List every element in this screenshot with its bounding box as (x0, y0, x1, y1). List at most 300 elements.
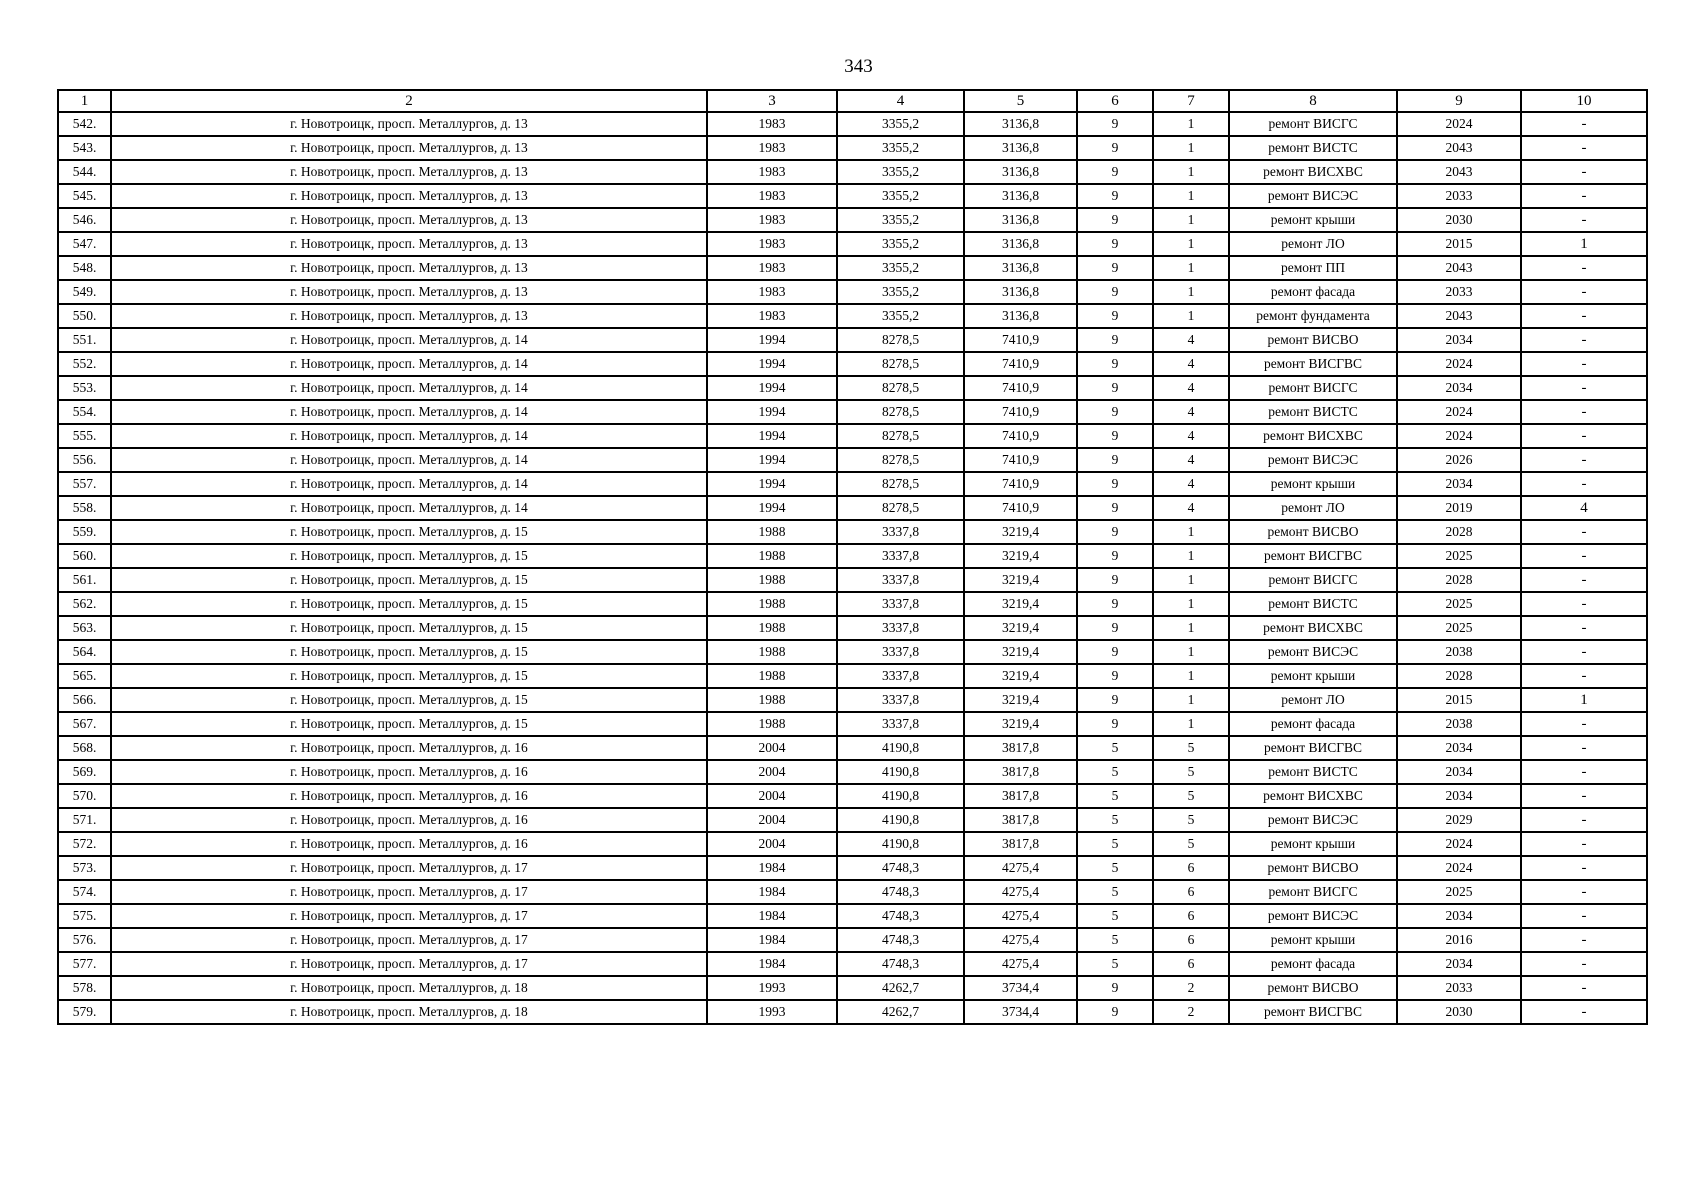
column-header: 9 (1397, 90, 1521, 112)
entrances-cell: 1 (1153, 256, 1229, 280)
total-area-cell: 4190,8 (837, 760, 964, 784)
floors-cell: 9 (1077, 424, 1153, 448)
living-area-cell: 3136,8 (964, 112, 1077, 136)
total-area-cell: 4748,3 (837, 952, 964, 976)
living-area-cell: 7410,9 (964, 376, 1077, 400)
table-row (58, 232, 1647, 256)
planned-year-cell: 2043 (1397, 256, 1521, 280)
address-cell: г. Новотроицк, просп. Металлургов, д. 13 (111, 136, 707, 160)
floors-cell: 9 (1077, 544, 1153, 568)
living-area-cell: 4275,4 (964, 880, 1077, 904)
entrances-cell: 2 (1153, 976, 1229, 1000)
row-number-cell: 578. (58, 976, 111, 1000)
total-area-cell: 3337,8 (837, 664, 964, 688)
total-area-cell: 3355,2 (837, 304, 964, 328)
entrances-cell: 1 (1153, 592, 1229, 616)
table-row (58, 184, 1647, 208)
build-year-cell: 1988 (707, 712, 837, 736)
row-number-cell: 557. (58, 472, 111, 496)
table-row (58, 592, 1647, 616)
work-type-cell: ремонт ВИСГВС (1229, 544, 1397, 568)
table-row (58, 280, 1647, 304)
build-year-cell: 1993 (707, 1000, 837, 1024)
row-number-cell: 555. (58, 424, 111, 448)
address-cell: г. Новотроицк, просп. Металлургов, д. 14 (111, 448, 707, 472)
planned-year-cell: 2034 (1397, 736, 1521, 760)
planned-year-cell: 2029 (1397, 808, 1521, 832)
address-cell: г. Новотроицк, просп. Металлургов, д. 14 (111, 328, 707, 352)
column-10-cell: - (1521, 448, 1647, 472)
build-year-cell: 1983 (707, 208, 837, 232)
row-number-cell: 546. (58, 208, 111, 232)
work-type-cell: ремонт ВИСГВС (1229, 1000, 1397, 1024)
entrances-cell: 1 (1153, 664, 1229, 688)
build-year-cell: 1988 (707, 592, 837, 616)
living-area-cell: 3219,4 (964, 592, 1077, 616)
living-area-cell: 3136,8 (964, 208, 1077, 232)
entrances-cell: 4 (1153, 472, 1229, 496)
row-number-cell: 560. (58, 544, 111, 568)
total-area-cell: 3337,8 (837, 712, 964, 736)
column-header: 2 (111, 90, 707, 112)
planned-year-cell: 2025 (1397, 880, 1521, 904)
column-10-cell: - (1521, 784, 1647, 808)
living-area-cell: 3136,8 (964, 184, 1077, 208)
work-type-cell: ремонт крыши (1229, 928, 1397, 952)
build-year-cell: 1983 (707, 160, 837, 184)
planned-year-cell: 2015 (1397, 688, 1521, 712)
planned-year-cell: 2024 (1397, 856, 1521, 880)
work-type-cell: ремонт ВИСЭС (1229, 448, 1397, 472)
entrances-cell: 4 (1153, 352, 1229, 376)
entrances-cell: 5 (1153, 832, 1229, 856)
row-number-cell: 577. (58, 952, 111, 976)
planned-year-cell: 2034 (1397, 784, 1521, 808)
planned-year-cell: 2016 (1397, 928, 1521, 952)
entrances-cell: 1 (1153, 544, 1229, 568)
planned-year-cell: 2024 (1397, 832, 1521, 856)
address-cell: г. Новотроицк, просп. Металлургов, д. 13 (111, 256, 707, 280)
table-row (58, 400, 1647, 424)
address-cell: г. Новотроицк, просп. Металлургов, д. 17 (111, 928, 707, 952)
entrances-cell: 1 (1153, 232, 1229, 256)
column-10-cell: - (1521, 472, 1647, 496)
work-type-cell: ремонт крыши (1229, 208, 1397, 232)
total-area-cell: 3337,8 (837, 520, 964, 544)
work-type-cell: ремонт крыши (1229, 832, 1397, 856)
work-type-cell: ремонт ВИСВО (1229, 328, 1397, 352)
planned-year-cell: 2024 (1397, 112, 1521, 136)
address-cell: г. Новотроицк, просп. Металлургов, д. 16 (111, 832, 707, 856)
column-header: 4 (837, 90, 964, 112)
floors-cell: 9 (1077, 400, 1153, 424)
column-10-cell: - (1521, 808, 1647, 832)
build-year-cell: 1984 (707, 856, 837, 880)
total-area-cell: 4748,3 (837, 880, 964, 904)
work-type-cell: ремонт ЛО (1229, 496, 1397, 520)
planned-year-cell: 2033 (1397, 976, 1521, 1000)
table-row (58, 688, 1647, 712)
living-area-cell: 3219,4 (964, 712, 1077, 736)
table-row (58, 976, 1647, 1000)
total-area-cell: 3337,8 (837, 616, 964, 640)
planned-year-cell: 2025 (1397, 592, 1521, 616)
address-cell: г. Новотроицк, просп. Металлургов, д. 14 (111, 400, 707, 424)
total-area-cell: 8278,5 (837, 352, 964, 376)
entrances-cell: 1 (1153, 184, 1229, 208)
row-number-cell: 543. (58, 136, 111, 160)
work-type-cell: ремонт крыши (1229, 664, 1397, 688)
work-type-cell: ремонт ЛО (1229, 232, 1397, 256)
living-area-cell: 7410,9 (964, 472, 1077, 496)
row-number-cell: 554. (58, 400, 111, 424)
table-row (58, 304, 1647, 328)
work-type-cell: ремонт фасада (1229, 712, 1397, 736)
build-year-cell: 2004 (707, 784, 837, 808)
work-type-cell: ремонт ВИСВО (1229, 520, 1397, 544)
row-number-cell: 551. (58, 328, 111, 352)
total-area-cell: 8278,5 (837, 400, 964, 424)
floors-cell: 9 (1077, 616, 1153, 640)
entrances-cell: 1 (1153, 616, 1229, 640)
total-area-cell: 4262,7 (837, 1000, 964, 1024)
total-area-cell: 3355,2 (837, 136, 964, 160)
floors-cell: 9 (1077, 472, 1153, 496)
column-header: 10 (1521, 90, 1647, 112)
floors-cell: 9 (1077, 328, 1153, 352)
total-area-cell: 8278,5 (837, 472, 964, 496)
row-number-cell: 549. (58, 280, 111, 304)
work-type-cell: ремонт ВИСТС (1229, 760, 1397, 784)
total-area-cell: 4190,8 (837, 832, 964, 856)
build-year-cell: 1988 (707, 688, 837, 712)
build-year-cell: 1983 (707, 256, 837, 280)
planned-year-cell: 2030 (1397, 208, 1521, 232)
table-row (58, 352, 1647, 376)
living-area-cell: 3817,8 (964, 808, 1077, 832)
address-cell: г. Новотроицк, просп. Металлургов, д. 17 (111, 952, 707, 976)
work-type-cell: ремонт ВИСТС (1229, 592, 1397, 616)
planned-year-cell: 2034 (1397, 328, 1521, 352)
floors-cell: 5 (1077, 832, 1153, 856)
entrances-cell: 1 (1153, 160, 1229, 184)
work-type-cell: ремонт ВИСТС (1229, 136, 1397, 160)
floors-cell: 9 (1077, 352, 1153, 376)
table-row (58, 712, 1647, 736)
table-row (58, 544, 1647, 568)
row-number-cell: 571. (58, 808, 111, 832)
build-year-cell: 1983 (707, 232, 837, 256)
row-number-cell: 548. (58, 256, 111, 280)
living-area-cell: 3136,8 (964, 160, 1077, 184)
column-10-cell: - (1521, 184, 1647, 208)
address-cell: г. Новотроицк, просп. Металлургов, д. 13 (111, 304, 707, 328)
column-10-cell: - (1521, 736, 1647, 760)
row-number-cell: 542. (58, 112, 111, 136)
column-header: 8 (1229, 90, 1397, 112)
floors-cell: 9 (1077, 256, 1153, 280)
build-year-cell: 1994 (707, 352, 837, 376)
total-area-cell: 3355,2 (837, 112, 964, 136)
floors-cell: 5 (1077, 928, 1153, 952)
entrances-cell: 1 (1153, 304, 1229, 328)
build-year-cell: 1994 (707, 376, 837, 400)
table-row (58, 880, 1647, 904)
work-type-cell: ремонт ВИСГВС (1229, 352, 1397, 376)
column-10-cell: - (1521, 1000, 1647, 1024)
build-year-cell: 1988 (707, 544, 837, 568)
row-number-cell: 553. (58, 376, 111, 400)
living-area-cell: 3136,8 (964, 280, 1077, 304)
total-area-cell: 3337,8 (837, 568, 964, 592)
build-year-cell: 1994 (707, 496, 837, 520)
planned-year-cell: 2034 (1397, 904, 1521, 928)
row-number-cell: 562. (58, 592, 111, 616)
column-10-cell: - (1521, 664, 1647, 688)
row-number-cell: 561. (58, 568, 111, 592)
entrances-cell: 1 (1153, 280, 1229, 304)
planned-year-cell: 2028 (1397, 664, 1521, 688)
build-year-cell: 1994 (707, 472, 837, 496)
floors-cell: 5 (1077, 880, 1153, 904)
work-type-cell: ремонт ВИСХВС (1229, 160, 1397, 184)
total-area-cell: 4190,8 (837, 784, 964, 808)
planned-year-cell: 2025 (1397, 616, 1521, 640)
floors-cell: 9 (1077, 376, 1153, 400)
row-number-cell: 547. (58, 232, 111, 256)
planned-year-cell: 2028 (1397, 568, 1521, 592)
build-year-cell: 1983 (707, 280, 837, 304)
address-cell: г. Новотроицк, просп. Металлургов, д. 15 (111, 640, 707, 664)
total-area-cell: 4190,8 (837, 808, 964, 832)
floors-cell: 9 (1077, 184, 1153, 208)
column-10-cell: - (1521, 424, 1647, 448)
address-cell: г. Новотроицк, просп. Металлургов, д. 16 (111, 760, 707, 784)
address-cell: г. Новотроицк, просп. Металлургов, д. 13 (111, 160, 707, 184)
total-area-cell: 3337,8 (837, 544, 964, 568)
column-10-cell: - (1521, 328, 1647, 352)
planned-year-cell: 2024 (1397, 400, 1521, 424)
work-type-cell: ремонт фасада (1229, 952, 1397, 976)
build-year-cell: 2004 (707, 736, 837, 760)
table-row (58, 136, 1647, 160)
work-type-cell: ремонт ВИСЭС (1229, 184, 1397, 208)
column-10-cell: 1 (1521, 232, 1647, 256)
table-row (58, 376, 1647, 400)
floors-cell: 5 (1077, 784, 1153, 808)
column-10-cell: - (1521, 280, 1647, 304)
row-number-cell: 576. (58, 928, 111, 952)
work-type-cell: ремонт фасада (1229, 280, 1397, 304)
column-header: 7 (1153, 90, 1229, 112)
entrances-cell: 1 (1153, 688, 1229, 712)
planned-year-cell: 2043 (1397, 304, 1521, 328)
build-year-cell: 1983 (707, 136, 837, 160)
entrances-cell: 6 (1153, 952, 1229, 976)
table-row (58, 760, 1647, 784)
address-cell: г. Новотроицк, просп. Металлургов, д. 17 (111, 904, 707, 928)
address-cell: г. Новотроицк, просп. Металлургов, д. 15 (111, 592, 707, 616)
column-10-cell: - (1521, 976, 1647, 1000)
living-area-cell: 3136,8 (964, 136, 1077, 160)
address-cell: г. Новотроицк, просп. Металлургов, д. 15 (111, 688, 707, 712)
table-row (58, 448, 1647, 472)
entrances-cell: 6 (1153, 880, 1229, 904)
planned-year-cell: 2038 (1397, 640, 1521, 664)
address-cell: г. Новотроицк, просп. Металлургов, д. 14 (111, 472, 707, 496)
column-10-cell: - (1521, 520, 1647, 544)
build-year-cell: 1994 (707, 328, 837, 352)
table-row (58, 832, 1647, 856)
column-10-cell: - (1521, 400, 1647, 424)
column-10-cell: - (1521, 760, 1647, 784)
table-row (58, 424, 1647, 448)
column-10-cell: - (1521, 304, 1647, 328)
build-year-cell: 1994 (707, 400, 837, 424)
work-type-cell: ремонт ВИСТС (1229, 400, 1397, 424)
work-type-cell: ремонт ВИСХВС (1229, 616, 1397, 640)
table-row (58, 784, 1647, 808)
entrances-cell: 5 (1153, 736, 1229, 760)
column-10-cell: - (1521, 352, 1647, 376)
living-area-cell: 3219,4 (964, 640, 1077, 664)
entrances-cell: 1 (1153, 112, 1229, 136)
table-row (58, 664, 1647, 688)
table-row (58, 496, 1647, 520)
entrances-cell: 4 (1153, 424, 1229, 448)
total-area-cell: 8278,5 (837, 496, 964, 520)
entrances-cell: 5 (1153, 784, 1229, 808)
living-area-cell: 3219,4 (964, 616, 1077, 640)
floors-cell: 9 (1077, 496, 1153, 520)
planned-year-cell: 2024 (1397, 424, 1521, 448)
floors-cell: 9 (1077, 448, 1153, 472)
column-10-cell: - (1521, 112, 1647, 136)
row-number-cell: 563. (58, 616, 111, 640)
total-area-cell: 4190,8 (837, 736, 964, 760)
living-area-cell: 4275,4 (964, 856, 1077, 880)
total-area-cell: 4262,7 (837, 976, 964, 1000)
living-area-cell: 4275,4 (964, 904, 1077, 928)
row-number-cell: 573. (58, 856, 111, 880)
address-cell: г. Новотроицк, просп. Металлургов, д. 18 (111, 1000, 707, 1024)
row-number-cell: 570. (58, 784, 111, 808)
entrances-cell: 2 (1153, 1000, 1229, 1024)
living-area-cell: 3136,8 (964, 232, 1077, 256)
planned-year-cell: 2043 (1397, 160, 1521, 184)
column-10-cell: - (1521, 568, 1647, 592)
planned-year-cell: 2015 (1397, 232, 1521, 256)
living-area-cell: 3136,8 (964, 256, 1077, 280)
work-type-cell: ремонт ВИСХВС (1229, 424, 1397, 448)
table-row (58, 856, 1647, 880)
column-10-cell: - (1521, 376, 1647, 400)
floors-cell: 9 (1077, 712, 1153, 736)
planned-year-cell: 2025 (1397, 544, 1521, 568)
build-year-cell: 1984 (707, 928, 837, 952)
column-10-cell: - (1521, 616, 1647, 640)
entrances-cell: 4 (1153, 328, 1229, 352)
planned-year-cell: 2028 (1397, 520, 1521, 544)
address-cell: г. Новотроицк, просп. Металлургов, д. 16 (111, 784, 707, 808)
living-area-cell: 3734,4 (964, 976, 1077, 1000)
floors-cell: 5 (1077, 856, 1153, 880)
living-area-cell: 3817,8 (964, 736, 1077, 760)
total-area-cell: 8278,5 (837, 376, 964, 400)
total-area-cell: 3355,2 (837, 280, 964, 304)
build-year-cell: 1984 (707, 880, 837, 904)
column-10-cell: - (1521, 832, 1647, 856)
build-year-cell: 1988 (707, 616, 837, 640)
entrances-cell: 4 (1153, 496, 1229, 520)
total-area-cell: 8278,5 (837, 424, 964, 448)
row-number-cell: 565. (58, 664, 111, 688)
build-year-cell: 2004 (707, 832, 837, 856)
living-area-cell: 3136,8 (964, 304, 1077, 328)
living-area-cell: 3219,4 (964, 664, 1077, 688)
planned-year-cell: 2034 (1397, 376, 1521, 400)
floors-cell: 9 (1077, 640, 1153, 664)
planned-year-cell: 2033 (1397, 280, 1521, 304)
table-row (58, 1000, 1647, 1024)
entrances-cell: 4 (1153, 376, 1229, 400)
work-type-cell: ремонт ВИСЭС (1229, 640, 1397, 664)
build-year-cell: 1994 (707, 448, 837, 472)
row-number-cell: 559. (58, 520, 111, 544)
total-area-cell: 4748,3 (837, 928, 964, 952)
living-area-cell: 7410,9 (964, 424, 1077, 448)
address-cell: г. Новотроицк, просп. Металлургов, д. 15 (111, 616, 707, 640)
entrances-cell: 1 (1153, 136, 1229, 160)
build-year-cell: 1983 (707, 112, 837, 136)
build-year-cell: 1988 (707, 520, 837, 544)
planned-year-cell: 2034 (1397, 760, 1521, 784)
entrances-cell: 4 (1153, 448, 1229, 472)
table-row (58, 520, 1647, 544)
table-row (58, 808, 1647, 832)
row-number-cell: 574. (58, 880, 111, 904)
column-10-cell: 4 (1521, 496, 1647, 520)
row-number-cell: 545. (58, 184, 111, 208)
total-area-cell: 3337,8 (837, 640, 964, 664)
living-area-cell: 3219,4 (964, 520, 1077, 544)
entrances-cell: 1 (1153, 208, 1229, 232)
total-area-cell: 3355,2 (837, 184, 964, 208)
row-number-cell: 575. (58, 904, 111, 928)
row-number-cell: 544. (58, 160, 111, 184)
address-cell: г. Новотроицк, просп. Металлургов, д. 14 (111, 352, 707, 376)
address-cell: г. Новотроицк, просп. Металлургов, д. 14 (111, 496, 707, 520)
floors-cell: 9 (1077, 136, 1153, 160)
column-10-cell: - (1521, 544, 1647, 568)
address-cell: г. Новотроицк, просп. Металлургов, д. 13 (111, 280, 707, 304)
build-year-cell: 2004 (707, 808, 837, 832)
planned-year-cell: 2030 (1397, 1000, 1521, 1024)
row-number-cell: 572. (58, 832, 111, 856)
work-type-cell: ремонт ЛО (1229, 688, 1397, 712)
entrances-cell: 5 (1153, 808, 1229, 832)
work-type-cell: ремонт крыши (1229, 472, 1397, 496)
table-row (58, 568, 1647, 592)
build-year-cell: 1983 (707, 184, 837, 208)
table-row (58, 256, 1647, 280)
work-type-cell: ремонт ПП (1229, 256, 1397, 280)
entrances-cell: 1 (1153, 520, 1229, 544)
work-type-cell: ремонт ВИСХВС (1229, 784, 1397, 808)
row-number-cell: 568. (58, 736, 111, 760)
build-year-cell: 1988 (707, 568, 837, 592)
repair-schedule-table (57, 89, 1648, 1025)
